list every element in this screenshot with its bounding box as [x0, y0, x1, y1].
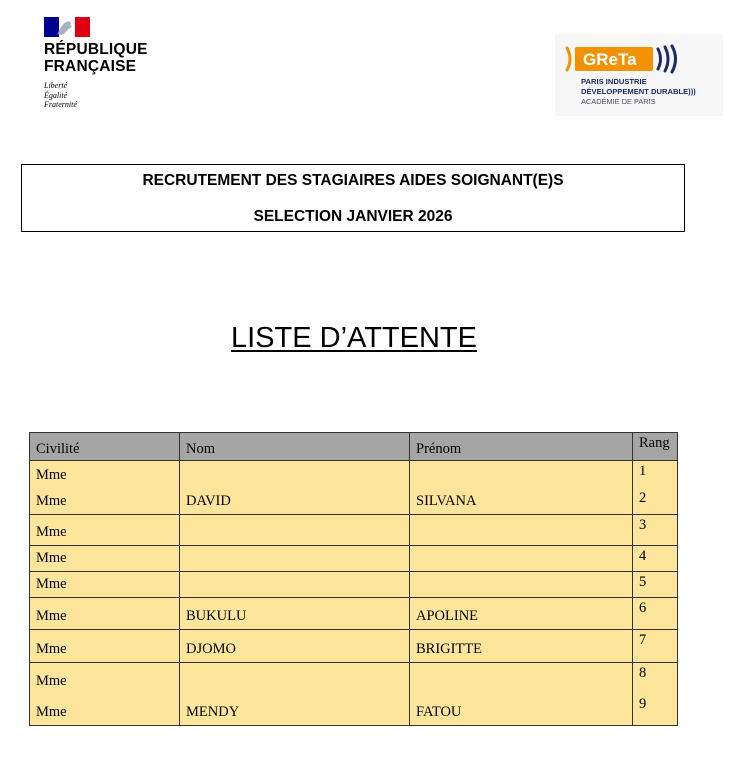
cell-nom	[180, 515, 410, 546]
cell-civilite: Mme	[30, 630, 180, 663]
cell-rang: 2	[633, 488, 678, 515]
cell-prenom	[410, 461, 633, 488]
cell-rang: 7	[633, 630, 678, 663]
marianne-flag-icon	[44, 17, 90, 37]
table-row	[30, 461, 678, 488]
table-row	[30, 546, 678, 572]
table-row	[30, 515, 678, 546]
table-body	[30, 461, 678, 726]
motto-egalite: Égalité	[44, 90, 68, 100]
cell-prenom	[410, 572, 633, 598]
cell-rang: 3	[633, 515, 678, 546]
greta-line-3: ACADÉMIE DE PARIS	[581, 97, 656, 106]
cell-prenom: SILVANA	[410, 488, 633, 515]
cell-prenom: FATOU	[410, 694, 633, 726]
waiting-list-table	[29, 432, 678, 726]
title-line-1: RECRUTEMENT DES STAGIAIRES AIDES SOIGNANT(E)S	[142, 172, 564, 189]
cell-nom	[180, 461, 410, 488]
table-row	[30, 488, 678, 515]
cell-nom: DAVID	[180, 488, 410, 515]
motto-fraternite: Fraternité	[44, 100, 77, 109]
cell-rang: 4	[633, 546, 678, 572]
cell-rang: 5	[633, 572, 678, 598]
republique-name	[44, 41, 184, 75]
table-row	[30, 694, 678, 726]
cell-prenom: BRIGITTE	[410, 630, 633, 663]
cell-civilite: Mme	[30, 461, 180, 488]
republique-motto	[44, 81, 184, 110]
table-row	[30, 630, 678, 663]
cell-nom: DJOMO	[180, 630, 410, 663]
table-row	[30, 598, 678, 630]
title-line-2: SELECTION JANVIER 2026	[253, 208, 453, 225]
title-box	[21, 164, 685, 232]
table-header-row	[30, 433, 678, 461]
cell-rang: 1	[633, 461, 678, 488]
cell-civilite: Mme	[30, 572, 180, 598]
cell-nom	[180, 572, 410, 598]
republique-name-line2: FRANÇAISE	[44, 58, 137, 75]
header-nom: Nom	[180, 433, 410, 461]
cell-prenom	[410, 515, 633, 546]
list-title: LISTE D’ATTENTE	[231, 322, 477, 354]
cell-civilite: Mme	[30, 663, 180, 694]
greta-brand-mark	[563, 44, 683, 74]
greta-line-2: DÉVELOPPEMENT DURABLE)))	[581, 87, 696, 96]
header-rang: Rang	[633, 433, 678, 461]
cell-prenom	[410, 663, 633, 694]
table-row	[30, 572, 678, 598]
cell-prenom	[410, 546, 633, 572]
motto-liberte: Liberté	[44, 81, 68, 90]
republique-name-line1: RÉPUBLIQUE	[44, 41, 148, 58]
cell-nom	[180, 546, 410, 572]
cell-prenom: APOLINE	[410, 598, 633, 630]
cell-rang: 8	[633, 663, 678, 694]
cell-rang: 9	[633, 694, 678, 726]
cell-rang: 6	[633, 598, 678, 630]
greta-logo	[555, 34, 723, 116]
cell-nom: BUKULU	[180, 598, 410, 630]
cell-civilite: Mme	[30, 515, 180, 546]
cell-civilite: Mme	[30, 598, 180, 630]
header-civilite: Civilité	[30, 433, 180, 461]
cell-civilite: Mme	[30, 694, 180, 726]
header-prenom: Prénom	[410, 433, 633, 461]
table-row	[30, 663, 678, 694]
cell-nom: MENDY	[180, 694, 410, 726]
greta-line-1: PARIS INDUSTRIE	[581, 77, 647, 86]
republique-francaise-logo	[44, 17, 184, 110]
cell-civilite: Mme	[30, 488, 180, 515]
greta-brand-text: GReTa	[583, 50, 637, 69]
cell-civilite: Mme	[30, 546, 180, 572]
cell-nom	[180, 663, 410, 694]
